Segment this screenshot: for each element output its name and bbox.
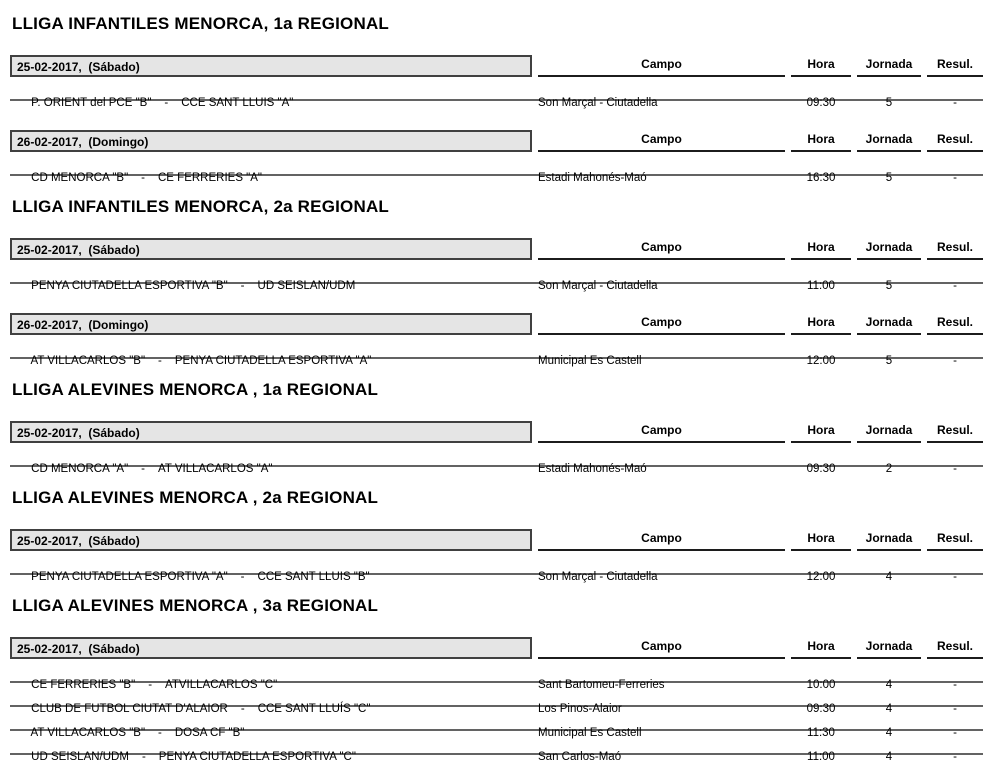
away-team: CCE SANT LLUIS "A"	[181, 97, 294, 109]
league-tables	[10, 55, 983, 184]
date-box: 26-02-2017, (Domingo)	[10, 130, 532, 152]
match-jornada: 5	[885, 172, 893, 184]
league-title: LLIGA INFANTILES MENORCA, 1a REGIONAL	[12, 14, 390, 33]
match-campo: San Carlos-Maó	[538, 751, 622, 763]
match-hora: 09:30	[806, 463, 836, 475]
match-hora: 11:30	[807, 727, 835, 739]
match-teams	[10, 340, 532, 382]
fixture-table	[10, 637, 983, 763]
match-hora: 09:30	[806, 703, 836, 715]
table-header-row	[10, 529, 983, 551]
column-header-hora: Hora	[791, 531, 851, 551]
match-resul: -	[953, 280, 957, 292]
match-separator: -	[141, 751, 146, 763]
match-teams	[10, 556, 532, 598]
home-team: AT VILLACARLOS "B"	[30, 727, 146, 739]
league-title: LLIGA ALEVINES MENORCA , 3a REGIONAL	[12, 596, 379, 615]
column-header-hora: Hora	[791, 132, 851, 152]
league-section	[10, 488, 983, 583]
match-campo: Son Marçal - Ciutadella	[538, 571, 658, 583]
league-tables	[10, 637, 983, 763]
table-row	[10, 551, 983, 583]
league-title: LLIGA ALEVINES MENORCA , 2a REGIONAL	[12, 488, 379, 507]
match-hora: 12:00	[806, 571, 836, 583]
match-resul: -	[953, 751, 957, 763]
away-team: PENYA CIUTADELLA ESPORTIVA "C"	[158, 751, 356, 763]
match-jornada: 4	[885, 571, 893, 583]
column-header-campo: Campo	[538, 132, 785, 152]
match-hora: 10:00	[806, 679, 836, 691]
home-team: P. ORIENT del PCE "B"	[31, 97, 152, 109]
match-jornada: 4	[885, 751, 893, 763]
table-rows	[10, 659, 983, 763]
column-header-hora: Hora	[791, 423, 851, 443]
match-jornada: 5	[885, 355, 893, 367]
away-team: PENYA CIUTADELLA ESPORTIVA "A"	[174, 355, 372, 367]
column-header-jornada: Jornada	[857, 531, 921, 551]
away-team: AT VILLACARLOS "A"	[158, 463, 273, 475]
match-resul: -	[953, 679, 957, 691]
league-section	[10, 596, 983, 763]
table-rows	[10, 260, 983, 292]
home-team: CLUB DE FUTBOL CIUTAT D'ALAIOR	[31, 703, 228, 715]
match-separator: -	[240, 703, 245, 715]
match-resul: -	[953, 703, 957, 715]
match-resul: -	[953, 727, 957, 739]
column-header-resul: Resul.	[927, 423, 983, 443]
table-header-row	[10, 421, 983, 443]
fixture-table	[10, 130, 983, 184]
match-separator: -	[158, 727, 162, 739]
column-header-campo: Campo	[538, 531, 785, 551]
home-team: CD MENORCA "B"	[31, 172, 129, 184]
date-box: 25-02-2017, (Sábado)	[10, 421, 532, 443]
match-jornada: 4	[885, 703, 893, 715]
column-header-hora: Hora	[791, 315, 851, 335]
match-teams	[10, 157, 532, 199]
table-row	[10, 260, 983, 292]
date-box: 25-02-2017, (Sábado)	[10, 238, 532, 260]
away-team: UD SEISLAN/UDM	[257, 280, 356, 292]
column-header-hora: Hora	[791, 639, 851, 659]
fixture-table	[10, 421, 983, 475]
home-team: UD SEISLAN/UDM	[31, 751, 129, 763]
match-jornada: 4	[885, 679, 893, 691]
table-row	[10, 152, 983, 184]
home-team: CD MENORCA "A"	[31, 463, 129, 475]
match-jornada: 2	[885, 463, 893, 475]
column-header-resul: Resul.	[927, 531, 983, 551]
match-jornada: 5	[885, 280, 893, 292]
table-header-row	[10, 313, 983, 335]
away-team: CE FERRERIES "A"	[158, 172, 263, 184]
league-title: LLIGA INFANTILES MENORCA, 2a REGIONAL	[12, 197, 390, 216]
match-hora: 16:30	[806, 172, 836, 184]
column-header-campo: Campo	[538, 315, 785, 335]
match-resul: -	[953, 97, 957, 109]
match-campo: Estadi Mahonés-Maó	[538, 172, 647, 184]
table-row	[10, 443, 983, 475]
date-box: 25-02-2017, (Sábado)	[10, 55, 532, 77]
table-header-row	[10, 238, 983, 260]
league-title: LLIGA ALEVINES MENORCA , 1a REGIONAL	[12, 380, 379, 399]
match-resul: -	[953, 172, 957, 184]
match-campo: Municipal Es Castell	[538, 355, 642, 367]
match-separator: -	[141, 172, 145, 184]
fixture-table	[10, 55, 983, 109]
column-header-jornada: Jornada	[857, 639, 921, 659]
away-team: CCE SANT LLUÍS "C"	[257, 703, 371, 715]
date-box: 26-02-2017, (Domingo)	[10, 313, 532, 335]
table-header-row	[10, 637, 983, 659]
table-rows	[10, 152, 983, 184]
match-teams	[10, 265, 532, 307]
column-header-jornada: Jornada	[857, 315, 921, 335]
match-resul: -	[953, 571, 957, 583]
match-separator: -	[240, 571, 245, 583]
table-row	[10, 335, 983, 367]
column-header-jornada: Jornada	[857, 423, 921, 443]
column-header-campo: Campo	[538, 240, 785, 260]
table-row	[10, 77, 983, 109]
column-header-campo: Campo	[538, 57, 785, 77]
table-header-row	[10, 55, 983, 77]
match-campo: Son Marçal - Ciutadella	[538, 280, 658, 292]
column-header-campo: Campo	[538, 639, 785, 659]
league-section	[10, 197, 983, 367]
match-resul: -	[953, 463, 957, 475]
match-campo: Municipal Es Castell	[538, 727, 642, 739]
away-team: ATVILLACARLOS "C"	[165, 679, 278, 691]
match-teams	[10, 448, 532, 490]
away-team: CCE SANT LLUIS "B"	[257, 571, 370, 583]
match-separator: -	[148, 679, 153, 691]
table-rows	[10, 443, 983, 475]
table-rows	[10, 77, 983, 109]
match-campo: Los Pinos-Alaior	[538, 703, 622, 715]
league-section	[10, 380, 983, 475]
table-rows	[10, 335, 983, 367]
column-header-resul: Resul.	[927, 315, 983, 335]
home-team: PENYA CIUTADELLA ESPORTIVA "B"	[31, 280, 228, 292]
match-teams	[10, 82, 532, 124]
column-header-jornada: Jornada	[857, 57, 921, 77]
match-resul: -	[953, 355, 957, 367]
match-hora: 12:00	[806, 355, 836, 367]
date-box: 25-02-2017, (Sábado)	[10, 529, 532, 551]
home-team: PENYA CIUTADELLA ESPORTIVA "A"	[31, 571, 228, 583]
table-header-row	[10, 130, 983, 152]
match-campo: Estadi Mahonés-Maó	[538, 463, 647, 475]
column-header-hora: Hora	[791, 240, 851, 260]
column-header-resul: Resul.	[927, 57, 983, 77]
fixture-table	[10, 529, 983, 583]
table-row	[10, 659, 983, 691]
league-section	[10, 14, 983, 184]
league-tables	[10, 529, 983, 583]
column-header-resul: Resul.	[927, 132, 983, 152]
away-team: DOSA CF "B"	[174, 727, 245, 739]
match-separator: -	[158, 355, 162, 367]
match-separator: -	[164, 97, 169, 109]
match-separator: -	[240, 280, 245, 292]
table-rows	[10, 551, 983, 583]
fixture-table	[10, 238, 983, 292]
home-team: CE FERRERIES "B"	[31, 679, 136, 691]
match-hora: 09:30	[806, 97, 836, 109]
match-separator: -	[141, 463, 145, 475]
column-header-resul: Resul.	[927, 639, 983, 659]
column-header-campo: Campo	[538, 423, 785, 443]
fixture-table	[10, 313, 983, 367]
match-jornada: 4	[885, 727, 893, 739]
column-header-jornada: Jornada	[857, 132, 921, 152]
column-header-resul: Resul.	[927, 240, 983, 260]
league-tables	[10, 238, 983, 367]
column-header-jornada: Jornada	[857, 240, 921, 260]
home-team: AT VILLACARLOS "B"	[30, 355, 146, 367]
match-jornada: 5	[885, 97, 893, 109]
date-box: 25-02-2017, (Sábado)	[10, 637, 532, 659]
match-campo: Sant Bartomeu-Ferreries	[538, 679, 665, 691]
match-campo: Son Marçal - Ciutadella	[538, 97, 658, 109]
column-header-hora: Hora	[791, 57, 851, 77]
league-tables	[10, 421, 983, 475]
fixtures-document	[10, 14, 983, 763]
match-hora: 11:00	[807, 751, 835, 763]
match-hora: 11:00	[807, 280, 835, 292]
match-teams	[10, 736, 532, 778]
